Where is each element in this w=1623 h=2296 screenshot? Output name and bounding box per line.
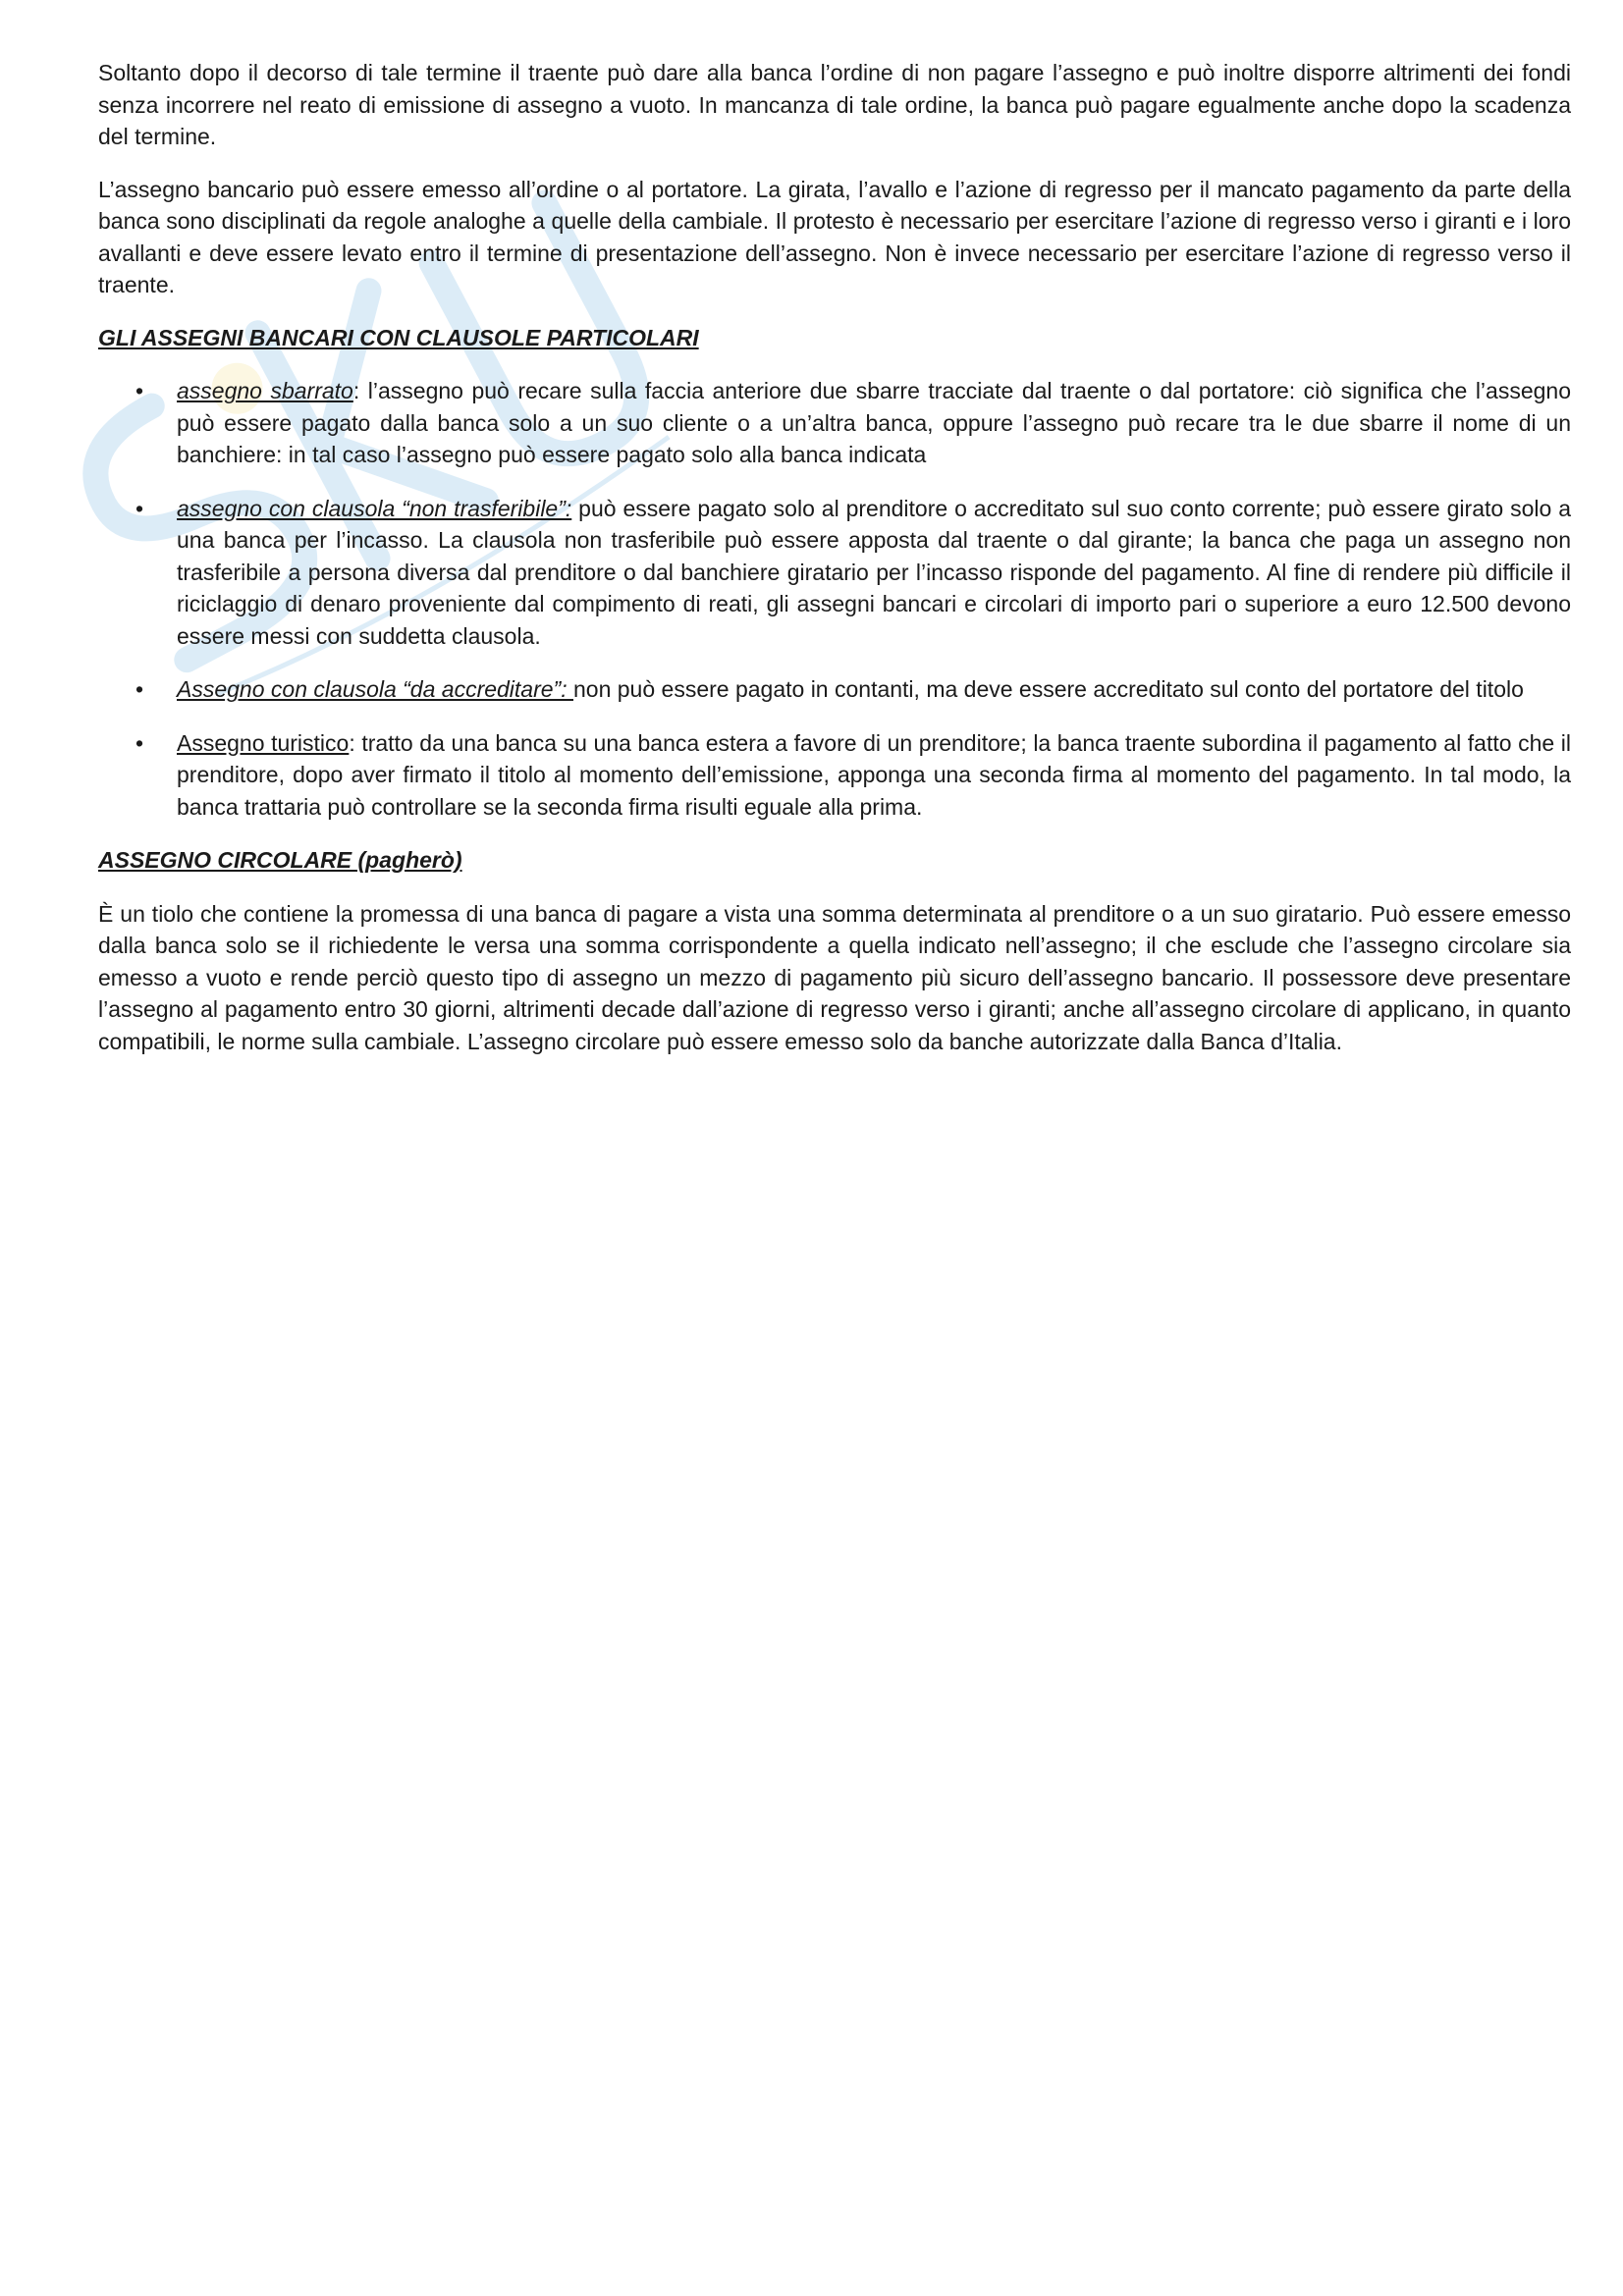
item-text: : l’assegno può recare sulla faccia anteriore due sbarre tracciate dal traente o dal portatore: ciò significa che l’assegno può essere pagato dalla banca solo a un suo cliente o a un’altra banca, oppure l’assegno può recare tra le due sbarre il nome di un banchiere: in tal caso l’assegno può essere pagato solo alla banca indicata [177, 378, 1571, 467]
paragraph-assegno-circolare: È un tiolo che contiene la promessa di una banca di pagare a vista una somma determinata al prenditore o a un suo giratario. Può essere emesso dalla banca solo se il richiedente le versa una somma corrispondente a quella indicato nell’assegno; il che esclude che l’assegno circolare sia emesso a vuoto e rende perciò questo tipo di assegno un mezzo di pagamento più sicuro dell’assegno bancario. Il possessore deve presentare l’assegno al pagamento entro 30 giorni, altrimenti decade dall’azione di regresso verso i giranti; anche all’assegno circolare di applicano, in quanto compatibili, le norme sulla cambiale. L’assegno circolare può essere emesso solo da banche autorizzate dalla Banca d’Italia. [98, 900, 1571, 1054]
item-text: può essere pagato solo al prenditore o accreditato sul suo conto corrente; può essere girato solo a una banca per l’incasso. La clausola non trasferibile può essere apposta dal traente o dal girante; la banca che paga un assegno non trasferibile a persona diversa dal prenditore o dal banchiere giratario per l’incasso risponde del pagamento. Al fine di rendere più difficile il riciclaggio di denaro proveniente dal compimento di reati, gli assegni bancari e circolari di importo pari o superiore a euro 12.500 devono essere messi con suddetta clausola. [177, 495, 1571, 649]
bullet-icon: • [135, 729, 144, 756]
paragraph-termine: Soltanto dopo il decorso di tale termine il traente può dare alla banca l’ordine di non pagare l’assegno e può inoltre disporre altrimenti dei fondi senza incorrere nel reato di emissione di assegno a vuoto. In mancanza di tale ordine, la banca può pagare egualmente anche dopo la scadenza del termine. [98, 60, 1571, 149]
list-item-non-trasferibile [98, 493, 1571, 653]
paragraph-assegno-bancario: L’assegno bancario può essere emesso all’ordine o al portatore. La girata, l’avallo e l’azione di regresso per il mancato pagamento da parte della banca sono disciplinati da regole analoghe a quelle della cambiale. Il protesto è necessario per esercitare l’azione di regresso verso i giranti e i loro avallanti e deve essere levato entro il termine di presentazione dell’assegno. Non è invece necessario per esercitare l’azione di regresso verso il traente. [98, 176, 1571, 297]
term-non-trasferibile: assegno con clausola “non trasferibile”: [177, 495, 572, 521]
document-page [98, 57, 1571, 1078]
term-assegno-sbarrato: assegno sbarrato [177, 378, 353, 403]
list-item-assegno-sbarrato [98, 375, 1571, 471]
heading-assegno-circolare: ASSEGNO CIRCOLARE (pagherò) [98, 847, 462, 873]
list-item-da-accreditare [98, 673, 1571, 706]
term-da-accreditare: Assegno con clausola “da accreditare”: [177, 676, 573, 702]
bullet-icon: • [135, 676, 144, 702]
heading-clausole-particolari: GLI ASSEGNI BANCARI CON CLAUSOLE PARTICOLARI [98, 324, 699, 350]
item-text: : tratto da una banca su una banca estera a favore di un prenditore; la banca traente subordina il pagamento al fatto che il prenditore, dopo aver firmato il titolo al momento dell’emissione, apponga una seconda firma al momento del pagamento. In tal modo, la banca trattaria può controllare se la seconda firma risulti eguale alla prima. [177, 729, 1572, 820]
bullet-icon: • [135, 495, 144, 521]
term-assegno-turistico: Assegno turistico [177, 729, 350, 756]
clausole-list [98, 375, 1571, 823]
item-text: non può essere pagato in contanti, ma deve essere accreditato sul conto del portatore del titolo [573, 676, 1524, 702]
bullet-icon: • [135, 378, 144, 403]
list-item-assegno-turistico [98, 727, 1571, 824]
